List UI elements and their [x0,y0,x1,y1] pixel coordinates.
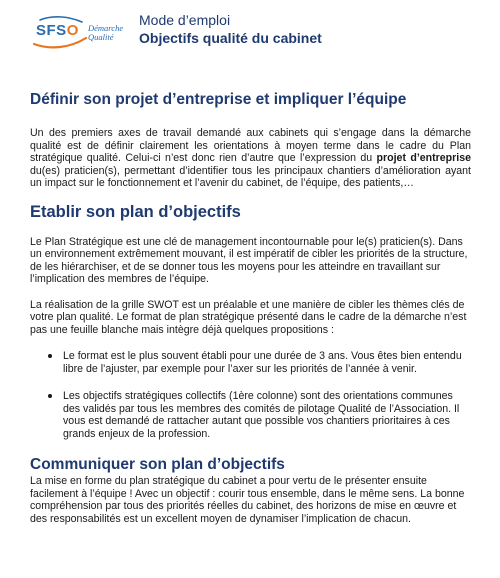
logo-tagline: Démarche Qualité [88,23,124,42]
document-header [30,8,470,58]
section-projet-paragraph: Un des premiers axes de travail demandé aux cabinets qui s’engage dans la démarche qualité est de définir clairement les orientations à moyen terme dans le cadre du Plan stratégique qualité. Celui-ci n’est donc rien d’autre que l’expression du projet d’entreprise du(es) praticien(s), permettant d’identifier tous les principaux chantiers d’amélioration ayant un impact sur le fonctionnement et l’avenir du cabinet, de l’équipe, des patients,… [30,127,471,189]
section-title-projet: Définir son projet d’entreprise et impliquer l’équipe [30,91,407,108]
section-plan-bullets [30,350,471,440]
document-subtitle: Mode d’emploi [139,12,231,28]
document-body [30,90,471,525]
header-titles [139,11,322,47]
list-item: Les objectifs stratégiques collectifs (1ère colonne) sont des orientations communes des validés par tous les membres des comités de pilotage Qualité de l’Association. Il vous est demandé de rattacher autant que possible vos chantiers prioritaires à ces grands enjeux de la profession. [63,390,471,440]
section-title-plan: Etablir son plan d’objectifs [30,202,241,221]
section-plan-paragraph-1: Le Plan Stratégique est une clé de management incontournable pour le(s) praticien(s). Dans un environnement extrêmement mouvant, il est impératif de cibler les priorités de la structure, de les hiérarchiser, et de se donner tous les moyens pour les atteindre en travaillant sur l’implication des membres de l’équipe. [30,235,468,285]
logo-wordmark: SFSO [36,22,79,39]
section-plan-paragraph-2: La réalisation de la grille SWOT est un préalable et une manière de cibler les thèmes clés de votre plan qualité. Le format de plan stratégique présenté dans le cadre de la démarche n’est pas une feuille blanche mais intègre déjà quelques propositions : [30,298,467,336]
sfso-logo [30,14,130,50]
section-communiquer-paragraph: La mise en forme du plan stratégique du cabinet a pour vertu de le présenter ensuite facilement à l’équipe ! Avec un objectif : courir tous ensemble, dans le même sens. La bonne compréhension par tous des priorités réelles du cabinet, des horizons de mise en œuvre et des responsabilités est un excellent moyen de dynamiser l’implication de chacun. [30,475,465,525]
list-item: Le format est le plus souvent établi pour une durée de 3 ans. Vous êtes bien entendu libre de l’ajuster, par exemple pour l’axer sur les priorités de l’année à venir. [63,350,471,375]
projet-entreprise-emphasis: projet d’entreprise [376,152,471,164]
document-title: Objectifs qualité du cabinet [139,30,322,46]
section-title-communiquer: Communiquer son plan d’objectifs [30,456,285,473]
